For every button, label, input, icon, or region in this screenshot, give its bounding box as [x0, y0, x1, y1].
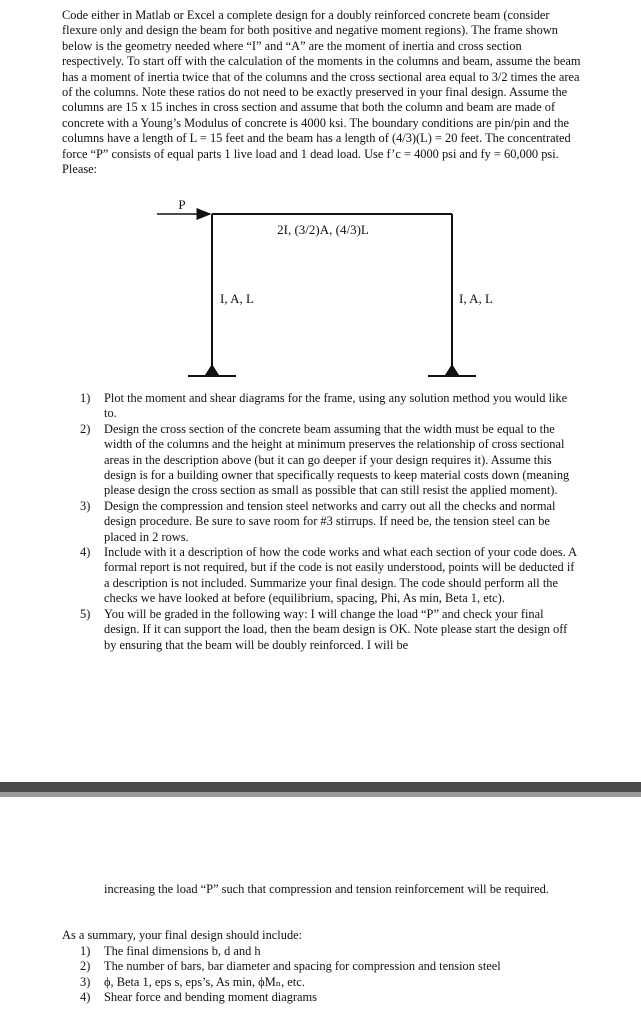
right-column-label: I, A, L	[459, 291, 493, 306]
task-list	[80, 391, 580, 653]
summary-list	[80, 944, 580, 1006]
task-item: 3) Design the compression and tension steel networks and carry out all the checks and normal design procedure. Be sure to save room for #3 stirrups. If need be, the tension steel can be placed in 2 rows.	[80, 498, 556, 544]
summary-title: As a summary, your final design should include:	[62, 928, 303, 942]
beam-label: 2I, (3/2)A, (4/3)L	[277, 222, 369, 237]
task-item: 4) Include with it a description of how the code works and what each section of your code does. A formal report is not required, but if the code is not easily understood, points will be deducted if a description is not included. Summarize your final design. The code should perform all the checks we have looked at before (equilibrium, spacing, Phi, As min, Beta 1, etc).	[80, 545, 577, 606]
load-label: P	[178, 197, 186, 212]
page-separator-shadow	[0, 792, 641, 797]
summary-item: 2) The number of bars, bar diameter and spacing for compression and tension steel	[80, 959, 501, 974]
right-pin-support	[428, 364, 476, 376]
frame-diagram	[0, 196, 641, 386]
task-continuation: increasing the load “P” such that compression and tension reinforcement will be required.	[104, 882, 549, 896]
left-pin-support	[188, 364, 236, 376]
summary-item: 1) The final dimensions b, d and h	[80, 944, 261, 958]
left-column-label: I, A, L	[220, 291, 254, 306]
problem-statement: Code either in Matlab or Excel a complete design for a doubly reinforced concrete beam (consider flexure only and design the beam for both positive and negative moment regions). The frame shown below is the geometry needed where “I” and “A” are the moment of inertia and cross section respectively. To start off with the calculation of the moments in the columns and beam, assume the beam has a moment of inertia twice that of the columns and the cross sectional area equal to 3/2 times the area of the columns. Note these ratios do not need to be exactly preserved in your final design. Assume the columns are 15 x 15 inches in cross section and assume that both the column and beam are made of concrete with a Young’s Modulus of concrete is 4000 ksi. The boundary conditions are pin/pin and the columns have a length of L = 15 feet and the beam has a length of (4/3)(L) = 20 feet. The concentrated force “P” consists of equal parts 1 live load and 1 dead load. Use f’c = 4000 psi and fy = 60,000 psi. Please:	[62, 8, 581, 177]
task-item: 2) Design the cross section of the concrete beam assuming that the width must be equal to the width of the columns and the height at minimum preserves the relationship of cross sectional areas in the description above (but it can go deeper if your design requires it). Assume this design is for a building owner that specifically requests to keep material costs down (meaning please design the cross section as small as possible that can still resist the applied moment).	[80, 421, 570, 498]
task-item: 1) Plot the moment and shear diagrams for the frame, using any solution method you would like to.	[80, 391, 568, 421]
summary-item: 3) ϕ, Beta 1, eps s, eps’s, As min, ϕMₙ, etc.	[80, 974, 305, 989]
page-separator	[0, 782, 641, 792]
task-item: 5) You will be graded in the following way: I will change the load “P” and check your final design. If it can support the load, then the beam design is OK. Note please start the design off by ensuring that the beam will be doubly reinforced. I will be	[80, 606, 568, 652]
summary-item: 4) Shear force and bending moment diagrams	[80, 990, 317, 1005]
